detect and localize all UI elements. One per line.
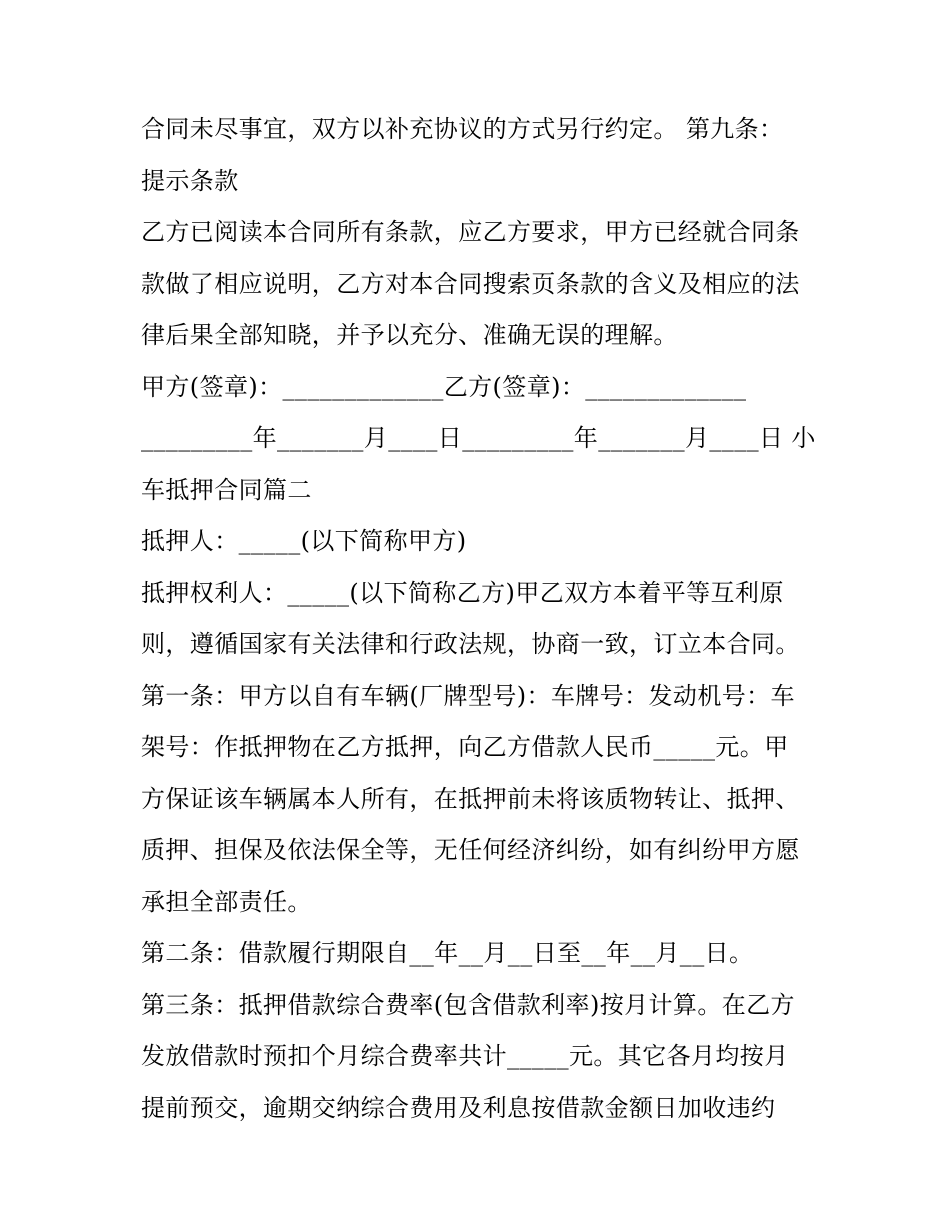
text-line: 质押、担保及依法保全等，无任何经济纠纷，如有纠纷甲方愿 [141, 836, 800, 864]
section-heading: 提示条款 [141, 166, 239, 195]
text-line: 架号：作抵押物在乙方抵押，向乙方借款人民币_____元。甲 [141, 733, 789, 761]
mortgagor-line: 抵押人：_____(以下简称甲方) [141, 527, 467, 555]
text-line: 乙方已阅读本合同所有条款，应乙方要求，甲方已经就合同条 [141, 218, 800, 246]
text-line: 合同未尽事宜，双方以补充协议的方式另行约定。 第九条： [141, 115, 784, 143]
text-line: 款做了相应说明，乙方对本合同搜索页条款的含义及相应的法 [141, 269, 800, 298]
text-line: 承担全部责任。 [141, 887, 312, 916]
text-line: 方保证该车辆属本人所有，在抵押前未将该质物转让、抵押、 [141, 784, 800, 813]
contract-text [141, 104, 821, 1134]
article-two: 第二条：借款履行期限自__年__月__日至__年__月__日。 [141, 939, 754, 967]
signature-line: 甲方(签章)：_____________乙方(签章)：_____________ [141, 372, 747, 401]
text-line: 律后果全部知晓，并予以充分、准确无误的理解。 [141, 321, 678, 349]
text-line: 发放借款时预扣个月综合费率共计_____元。其它各月均按月 [141, 1042, 789, 1070]
mortgagee-line: 抵押权利人：_____(以下简称乙方)甲乙双方本着平等互利原 [141, 578, 784, 607]
article-three: 第三条：抵押借款综合费率(包含借款利率)按月计算。在乙方 [141, 990, 795, 1019]
article-one: 第一条：甲方以自有车辆(厂牌型号)：车牌号：发动机号：车 [141, 681, 795, 710]
date-line: _________年_______月____日_________年_______月____日 小 [141, 424, 816, 452]
text-line: 则，遵循国家有关法律和行政法规，协商一致，订立本合同。 [141, 630, 800, 658]
section-heading: 车抵押合同篇二 [141, 475, 312, 504]
text-line: 提前预交，逾期交纳综合费用及利息按借款金额日加收违约 [141, 1093, 776, 1122]
